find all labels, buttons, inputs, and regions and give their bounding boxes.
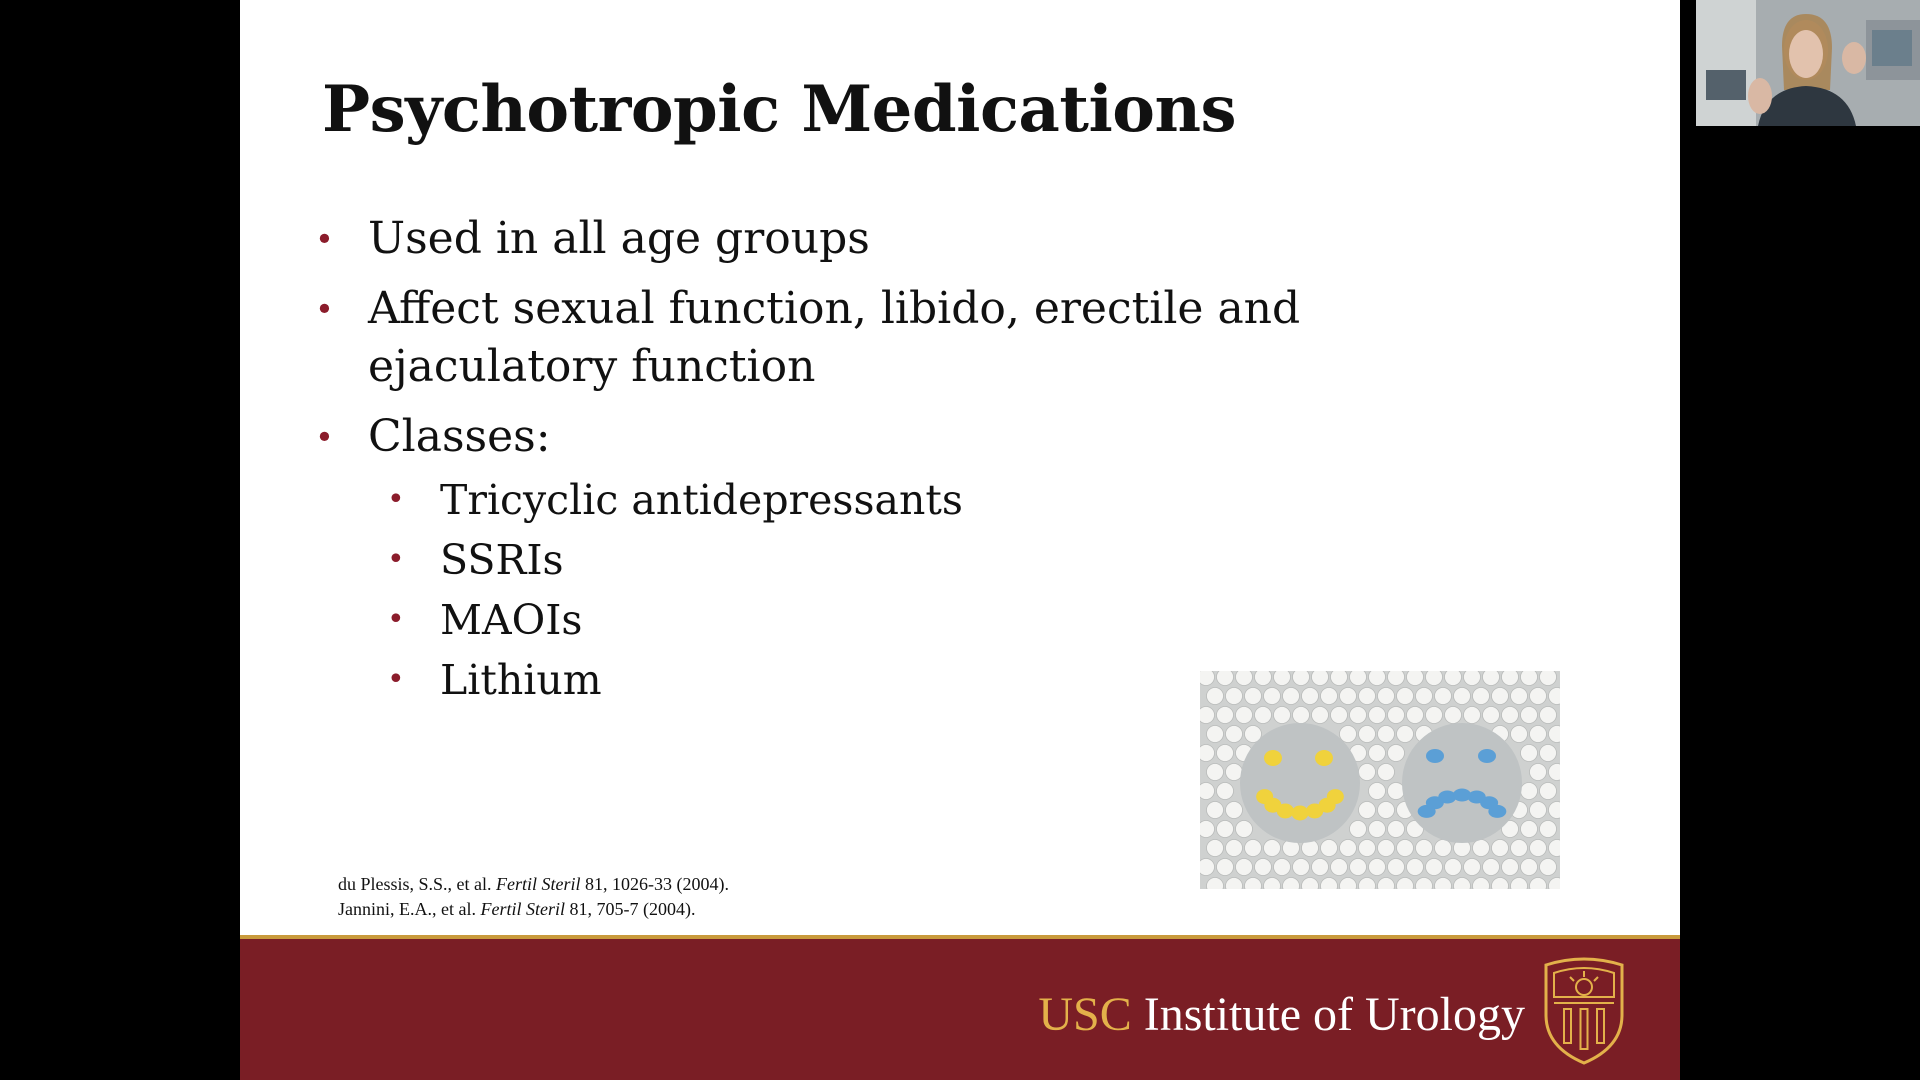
- bullet-item: • Used in all age groups: [315, 210, 1315, 268]
- sub-bullet-item: • Lithium: [315, 654, 1315, 706]
- institute-brand: [1038, 987, 1525, 1042]
- bullet-list: [315, 210, 1315, 718]
- sub-bullet-item: • Tricyclic antidepressants: [315, 474, 1315, 526]
- slide-footer-bar: [240, 935, 1680, 1080]
- bullet-item: [315, 408, 1315, 706]
- bullet-item-label: Classes:: [368, 411, 551, 462]
- presentation-slide: [240, 0, 1680, 1080]
- pills-faces-image: [1200, 671, 1560, 889]
- brand-usc: USC: [1038, 988, 1132, 1041]
- brand-institute: Institute of Urology: [1143, 988, 1525, 1041]
- sub-bullet-list: [315, 474, 1315, 706]
- usc-seal-icon: [1540, 957, 1628, 1065]
- references: [338, 872, 729, 922]
- sub-bullet-item: • MAOIs: [315, 594, 1315, 646]
- reference-line: Jannini, E.A., et al. Fertil Steril 81, 705-7 (2004).: [338, 899, 696, 919]
- webcam-video-feed: [1696, 0, 1920, 126]
- reference-line: du Plessis, S.S., et al. Fertil Steril 81, 1026-33 (2004).: [338, 874, 730, 894]
- sub-bullet-item: • SSRIs: [315, 534, 1315, 586]
- slide-title: Psychotropic Medications: [322, 72, 1236, 147]
- bullet-item: • Affect sexual function, libido, erectile and ejaculatory function: [315, 280, 1315, 396]
